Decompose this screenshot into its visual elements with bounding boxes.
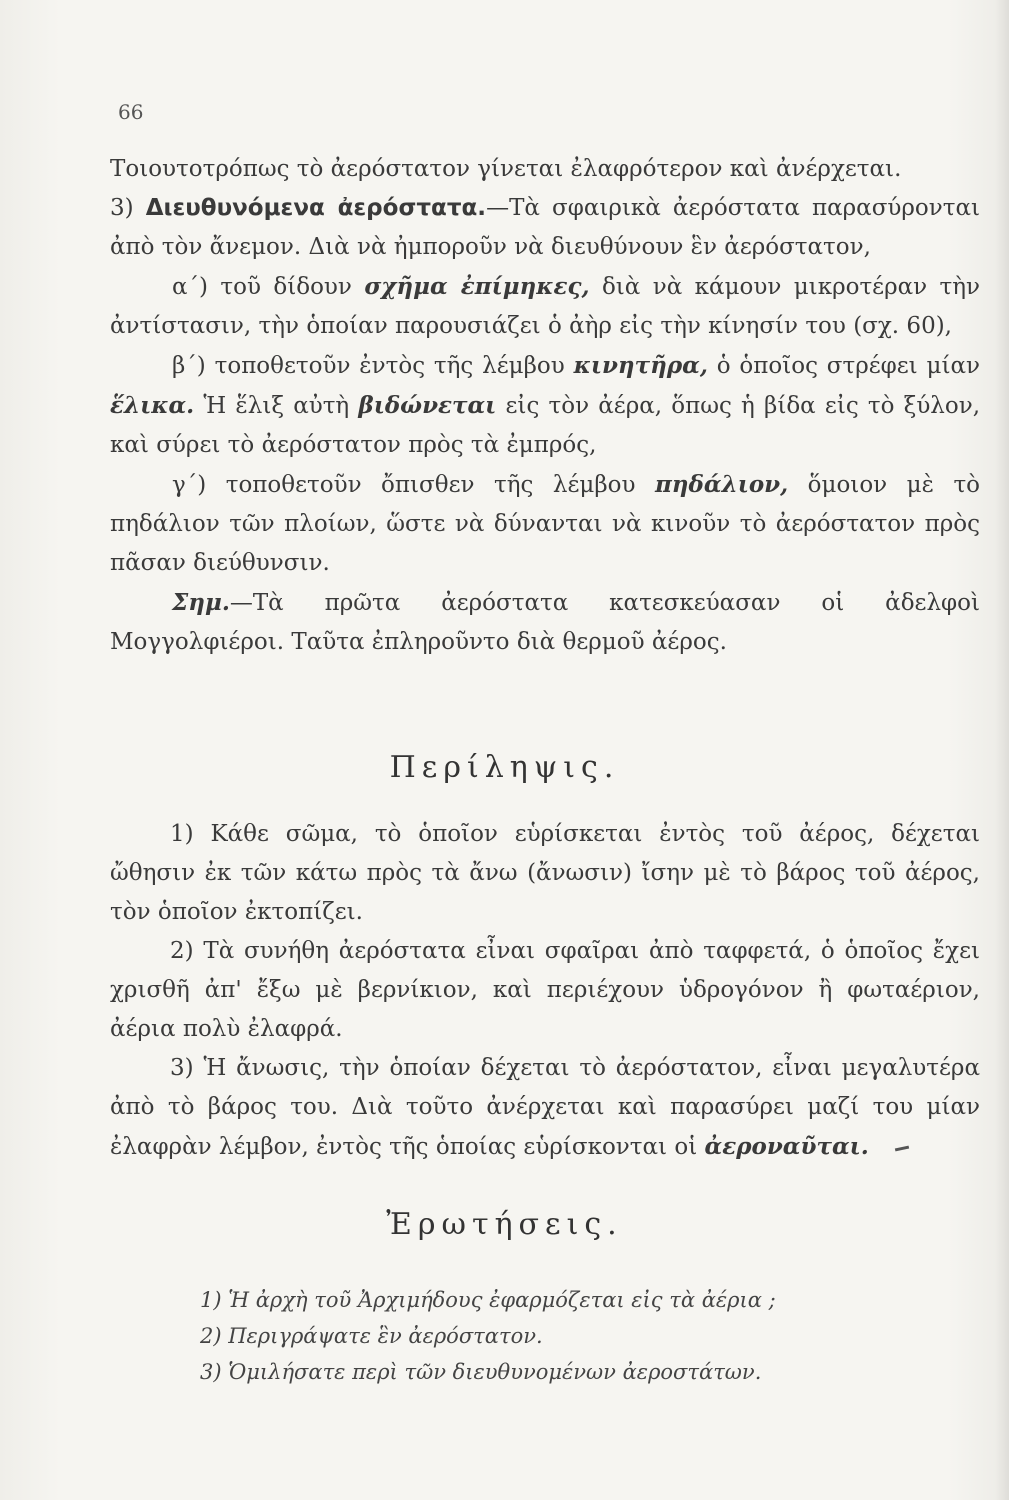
summary-item-2: 2) Τὰ συνήθη ἀερόστατα εἶναι σφαῖραι ἀπὸ ταφφετά, ὁ ὁποῖος ἔχει χρισθῆ ἀπ' ἔξω μὲ βερνίκιον, καὶ περιέχουν ὑδρογόνον ἢ φωταέριον, ἀέρια πολὺ ἐλαφρά.	[110, 938, 980, 1042]
section-heading: Διευθυνόμενα ἀερόστατα.	[145, 195, 487, 221]
point-b-text-rest: εἰς τὸν ἀέρα, ὅπως ἡ βίδα εἰς τὸ ξύλον, καὶ σύρει τὸ ἀερόστατον πρὸς τὰ ἐμπρός,	[110, 393, 981, 458]
point-a	[110, 267, 980, 346]
page-number: 66	[118, 100, 144, 124]
point-b-text-mid2: Ἡ ἕλιξ αὐτὴ	[203, 393, 350, 419]
term-engine: κινητῆρα,	[573, 352, 708, 379]
section-number: 3)	[110, 195, 134, 221]
question-1: 1) Ἡ ἀρχὴ τοῦ Ἀρχιμήδους ἐφαρμόζεται εἰς τὰ ἀέρια ;	[200, 1288, 776, 1312]
summary-item-3	[110, 1049, 980, 1167]
term-elongated-shape: σχῆμα ἐπίμηκες,	[364, 273, 590, 300]
term-rudder: πηδάλιον,	[654, 471, 789, 498]
pencil-mark	[895, 1145, 909, 1151]
point-c-text: γ΄) τοποθετοῦν ὄπισθεν τῆς λέμβου	[172, 472, 636, 498]
paragraph-conclusion: Τοιουτοτρόπως τὸ ἀερόστατον γίνεται ἐλαφρότερον καὶ ἀνέρχεται.	[110, 156, 902, 182]
point-b-text-mid: ὁ ὁποῖος στρέφει μίαν	[716, 353, 981, 379]
section-intro: —Τὰ σφαιρικὰ ἀερόστατα παρασύρονται ἀπὸ τὸν ἄνεμον. Διὰ νὰ ἠμποροῦν νὰ διευθύνουν ἓν ἀερόστατον,	[110, 195, 981, 260]
point-a-text-rest: διὰ νὰ κάμουν μικροτέραν τὴν ἀντίστασιν, τὴν ὁποίαν παρουσιάζει ὁ ἀὴρ εἰς τὴν κίνησίν του (σχ. 60),	[110, 274, 981, 339]
question-3: 3) Ὁμιλήσατε περὶ τῶν διευθυνομένων ἀεροστάτων.	[200, 1360, 762, 1384]
questions-heading: Ἐρωτήσεις.	[386, 1207, 623, 1242]
question-2: 2) Περιγράψατε ἓν ἀερόστατον.	[200, 1324, 543, 1348]
point-c	[110, 465, 980, 583]
summary-item-3-text: 3) Ἡ ἄνωσις, τὴν ὁποίαν δέχεται τὸ ἀερόστατον, εἶναι μεγαλυτέρα ἀπὸ τὸ βάρος του. Διὰ τοῦτο ἀνέρχεται καὶ παρασύρει μαζί του μίαν ἐλαφρὰν λέμβον, ἐντὸς τῆς ὁποίας εὑρίσκονται οἱ	[110, 1055, 980, 1160]
term-screws: βιδώνεται	[358, 392, 497, 419]
summary-item-1: 1) Κάθε σῶμα, τὸ ὁποῖον εὑρίσκεται ἐντὸς τοῦ ἀέρος, δέχεται ὤθησιν ἐκ τῶν κάτω πρὸς τὰ ἄνω (ἄνωσιν) ἴσην μὲ τὸ βάρος τοῦ ἀέρος, τὸν ὁποῖον ἐκτοπίζει.	[110, 821, 980, 925]
term-propeller: ἕλικα.	[110, 392, 195, 419]
note	[110, 583, 980, 662]
questions-list	[200, 1282, 960, 1390]
section-dirigibles	[110, 189, 980, 267]
summary-list	[110, 815, 980, 1167]
point-b-text: β΄) τοποθετοῦν ἐντὸς τῆς λέμβου	[172, 353, 565, 379]
body-text	[110, 150, 980, 662]
point-c-text-rest: ὅμοιον μὲ τὸ πηδάλιον τῶν πλοίων, ὥστε νὰ δύνανται νὰ κινοῦν τὸ ἀερόστατον πρὸς πᾶσαν διεύθυνσιν.	[110, 472, 981, 576]
term-aeronauts: ἀεροναῦται.	[704, 1133, 869, 1160]
point-b	[110, 346, 980, 465]
note-text: —Τὰ πρῶτα ἀερόστατα κατεσκεύασαν οἱ ἀδελφοὶ Μογγολφιέροι. Ταῦτα ἐπληροῦντο διὰ θερμοῦ ἀέρος.	[110, 590, 980, 655]
summary-heading: Περίληψις.	[389, 750, 620, 785]
note-label: Σημ.	[172, 589, 230, 616]
point-a-text: α΄) τοῦ δίδουν	[172, 274, 352, 300]
